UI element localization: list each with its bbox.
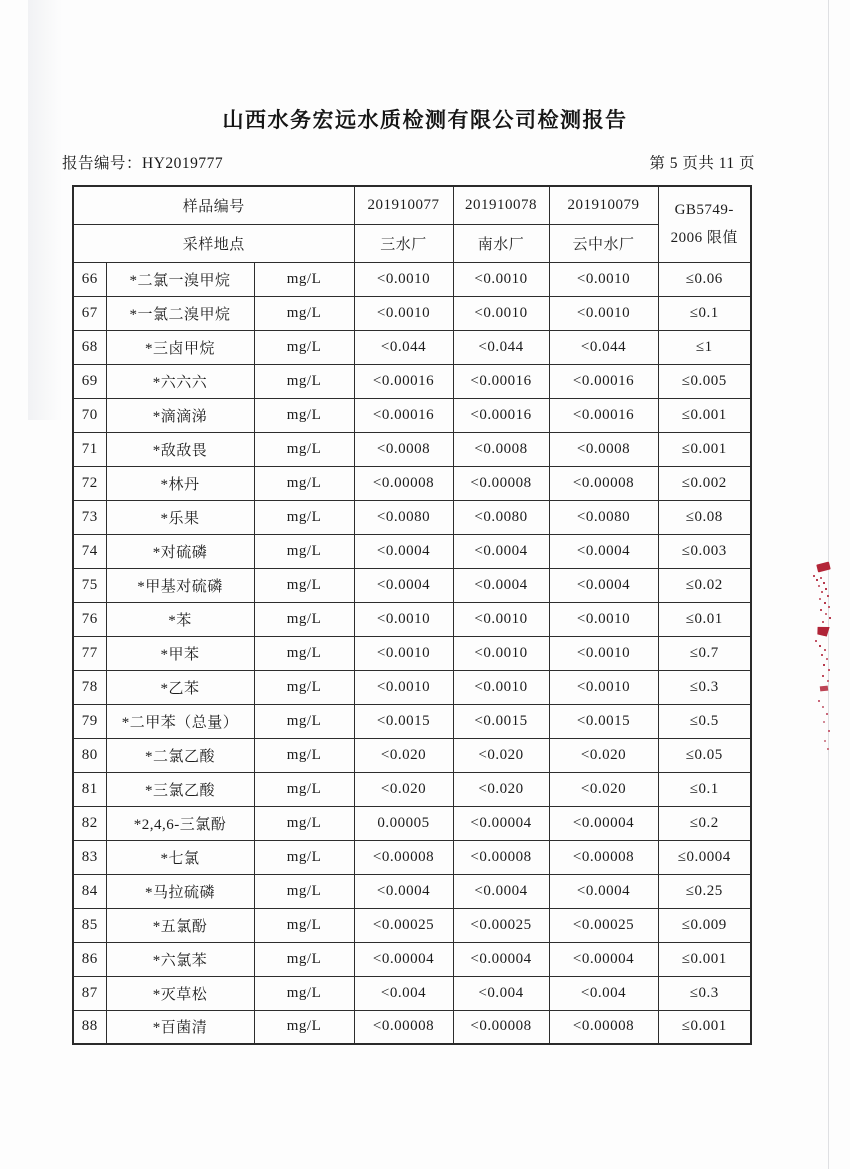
red-stamp-speckles bbox=[813, 575, 815, 577]
row-number-cell: 68 bbox=[73, 330, 106, 364]
results-table bbox=[72, 185, 752, 1045]
result-cell: <0.020 bbox=[453, 772, 549, 806]
result-cell: <0.00016 bbox=[549, 398, 658, 432]
limit-cell: ≤0.7 bbox=[658, 636, 751, 670]
result-cell: <0.0010 bbox=[453, 602, 549, 636]
red-stamp-speckles bbox=[818, 700, 820, 702]
result-cell: <0.0004 bbox=[354, 874, 453, 908]
table-row bbox=[73, 806, 751, 840]
result-cell: <0.0004 bbox=[549, 568, 658, 602]
unit-cell: mg/L bbox=[254, 670, 354, 704]
result-cell: <0.0010 bbox=[549, 262, 658, 296]
limit-cell: ≤0.1 bbox=[658, 772, 751, 806]
result-cell: <0.00016 bbox=[453, 398, 549, 432]
result-cell: <0.020 bbox=[354, 772, 453, 806]
unit-cell: mg/L bbox=[254, 432, 354, 466]
report-number-value: HY2019777 bbox=[142, 155, 224, 172]
unit-cell: mg/L bbox=[254, 364, 354, 398]
table-row bbox=[73, 262, 751, 296]
row-number-cell: 69 bbox=[73, 364, 106, 398]
parameter-name-cell: *六氯苯 bbox=[106, 942, 254, 976]
table-row bbox=[73, 466, 751, 500]
limit-cell: ≤0.001 bbox=[658, 942, 751, 976]
result-cell: <0.0080 bbox=[549, 500, 658, 534]
result-cell: <0.00008 bbox=[354, 1010, 453, 1044]
unit-cell: mg/L bbox=[254, 262, 354, 296]
result-cell: <0.0010 bbox=[549, 636, 658, 670]
parameter-name-cell: *马拉硫磷 bbox=[106, 874, 254, 908]
result-cell: <0.044 bbox=[453, 330, 549, 364]
report-number-label: 报告编号： bbox=[62, 155, 143, 172]
result-cell: 0.00005 bbox=[354, 806, 453, 840]
location-cell: 南水厂 bbox=[453, 224, 549, 262]
row-number-cell: 66 bbox=[73, 262, 106, 296]
result-cell: <0.020 bbox=[549, 772, 658, 806]
limit-cell: ≤0.0004 bbox=[658, 840, 751, 874]
row-number-cell: 79 bbox=[73, 704, 106, 738]
result-cell: <0.00016 bbox=[354, 398, 453, 432]
result-cell: <0.00016 bbox=[354, 364, 453, 398]
unit-cell: mg/L bbox=[254, 976, 354, 1010]
table-row bbox=[73, 874, 751, 908]
result-cell: <0.0010 bbox=[453, 262, 549, 296]
row-number-cell: 71 bbox=[73, 432, 106, 466]
unit-cell: mg/L bbox=[254, 636, 354, 670]
result-cell: <0.044 bbox=[549, 330, 658, 364]
table-row bbox=[73, 398, 751, 432]
result-cell: <0.00008 bbox=[354, 466, 453, 500]
unit-cell: mg/L bbox=[254, 772, 354, 806]
result-cell: <0.0015 bbox=[549, 704, 658, 738]
unit-cell: mg/L bbox=[254, 1010, 354, 1044]
row-number-cell: 77 bbox=[73, 636, 106, 670]
result-cell: <0.044 bbox=[354, 330, 453, 364]
unit-cell: mg/L bbox=[254, 602, 354, 636]
result-cell: <0.00016 bbox=[549, 364, 658, 398]
parameter-name-cell: *七氯 bbox=[106, 840, 254, 874]
limit-cell: ≤0.01 bbox=[658, 602, 751, 636]
result-cell: <0.0010 bbox=[354, 602, 453, 636]
limit-cell: ≤0.009 bbox=[658, 908, 751, 942]
parameter-name-cell: *灭草松 bbox=[106, 976, 254, 1010]
result-cell: <0.0010 bbox=[354, 670, 453, 704]
sample-id-cell: 201910078 bbox=[453, 186, 549, 224]
limit-cell: ≤0.3 bbox=[658, 976, 751, 1010]
unit-cell: mg/L bbox=[254, 466, 354, 500]
limit-cell: ≤0.1 bbox=[658, 296, 751, 330]
result-cell: <0.00016 bbox=[453, 364, 549, 398]
result-cell: <0.00004 bbox=[549, 942, 658, 976]
result-cell: <0.0010 bbox=[354, 262, 453, 296]
result-cell: <0.00004 bbox=[453, 942, 549, 976]
table-row bbox=[73, 364, 751, 398]
unit-cell: mg/L bbox=[254, 534, 354, 568]
row-number-cell: 78 bbox=[73, 670, 106, 704]
result-cell: <0.0010 bbox=[549, 670, 658, 704]
limit-cell: ≤0.005 bbox=[658, 364, 751, 398]
result-cell: <0.0010 bbox=[354, 636, 453, 670]
limit-cell: ≤0.25 bbox=[658, 874, 751, 908]
limit-header-line1: GB5749- bbox=[674, 201, 734, 218]
parameter-name-cell: *苯 bbox=[106, 602, 254, 636]
limit-cell: ≤0.002 bbox=[658, 466, 751, 500]
sample-id-cell: 201910077 bbox=[354, 186, 453, 224]
unit-cell: mg/L bbox=[254, 874, 354, 908]
unit-cell: mg/L bbox=[254, 806, 354, 840]
limit-cell: ≤0.3 bbox=[658, 670, 751, 704]
table-row bbox=[73, 330, 751, 364]
table-row bbox=[73, 772, 751, 806]
result-cell: <0.0008 bbox=[354, 432, 453, 466]
scan-artifact-vertical-line bbox=[828, 0, 829, 1169]
red-stamp-speckles bbox=[815, 640, 817, 642]
result-cell: <0.00008 bbox=[453, 466, 549, 500]
result-cell: <0.020 bbox=[549, 738, 658, 772]
result-cell: <0.0004 bbox=[453, 874, 549, 908]
unit-cell: mg/L bbox=[254, 398, 354, 432]
result-cell: <0.00008 bbox=[549, 466, 658, 500]
unit-cell: mg/L bbox=[254, 704, 354, 738]
unit-cell: mg/L bbox=[254, 330, 354, 364]
limit-cell: ≤0.001 bbox=[658, 1010, 751, 1044]
table-row bbox=[73, 670, 751, 704]
row-number-cell: 81 bbox=[73, 772, 106, 806]
table-row bbox=[73, 738, 751, 772]
row-number-cell: 73 bbox=[73, 500, 106, 534]
limit-cell: ≤0.08 bbox=[658, 500, 751, 534]
result-cell: <0.0008 bbox=[549, 432, 658, 466]
limit-cell: ≤0.05 bbox=[658, 738, 751, 772]
parameter-name-cell: *三卤甲烷 bbox=[106, 330, 254, 364]
red-stamp-fragment bbox=[816, 562, 831, 573]
row-number-cell: 82 bbox=[73, 806, 106, 840]
location-cell: 三水厂 bbox=[354, 224, 453, 262]
unit-cell: mg/L bbox=[254, 296, 354, 330]
report-number bbox=[62, 151, 223, 173]
row-number-cell: 72 bbox=[73, 466, 106, 500]
red-stamp-fragment bbox=[820, 686, 828, 692]
page-indicator: 第 5 页共 11 页 bbox=[649, 155, 755, 172]
unit-cell: mg/L bbox=[254, 568, 354, 602]
result-cell: <0.0010 bbox=[549, 296, 658, 330]
parameter-name-cell: *乙苯 bbox=[106, 670, 254, 704]
limit-cell: ≤0.02 bbox=[658, 568, 751, 602]
result-cell: <0.00004 bbox=[354, 942, 453, 976]
scan-artifact-left-band bbox=[28, 0, 62, 420]
sample-number-label-cell: 样品编号 bbox=[73, 186, 354, 224]
row-number-cell: 87 bbox=[73, 976, 106, 1010]
table-row bbox=[73, 568, 751, 602]
row-number-cell: 86 bbox=[73, 942, 106, 976]
limit-cell: ≤0.001 bbox=[658, 432, 751, 466]
parameter-name-cell: *二氯一溴甲烷 bbox=[106, 262, 254, 296]
parameter-name-cell: *林丹 bbox=[106, 466, 254, 500]
result-cell: <0.004 bbox=[354, 976, 453, 1010]
row-number-cell: 84 bbox=[73, 874, 106, 908]
limit-cell: ≤0.2 bbox=[658, 806, 751, 840]
table-row bbox=[73, 976, 751, 1010]
parameter-name-cell: *五氯酚 bbox=[106, 908, 254, 942]
limit-cell: ≤0.003 bbox=[658, 534, 751, 568]
limit-header-line2: 2006 限值 bbox=[670, 230, 738, 247]
parameter-name-cell: *滴滴涕 bbox=[106, 398, 254, 432]
parameter-name-cell: *甲基对硫磷 bbox=[106, 568, 254, 602]
result-cell: <0.020 bbox=[453, 738, 549, 772]
result-cell: <0.00008 bbox=[453, 840, 549, 874]
result-cell: <0.00025 bbox=[549, 908, 658, 942]
table-row bbox=[73, 296, 751, 330]
unit-cell: mg/L bbox=[254, 908, 354, 942]
parameter-name-cell: *二氯乙酸 bbox=[106, 738, 254, 772]
limit-cell: ≤1 bbox=[658, 330, 751, 364]
result-cell: <0.0004 bbox=[549, 534, 658, 568]
sampling-location-label-cell: 采样地点 bbox=[73, 224, 354, 262]
result-cell: <0.0004 bbox=[354, 534, 453, 568]
result-cell: <0.00025 bbox=[453, 908, 549, 942]
row-number-cell: 70 bbox=[73, 398, 106, 432]
result-cell: <0.020 bbox=[354, 738, 453, 772]
parameter-name-cell: *对硫磷 bbox=[106, 534, 254, 568]
table-row bbox=[73, 602, 751, 636]
result-cell: <0.0008 bbox=[453, 432, 549, 466]
result-cell: <0.0004 bbox=[453, 534, 549, 568]
unit-cell: mg/L bbox=[254, 500, 354, 534]
sample-id-cell: 201910079 bbox=[549, 186, 658, 224]
result-cell: <0.00004 bbox=[453, 806, 549, 840]
parameter-name-cell: *甲苯 bbox=[106, 636, 254, 670]
result-cell: <0.00008 bbox=[453, 1010, 549, 1044]
row-number-cell: 74 bbox=[73, 534, 106, 568]
parameter-name-cell: *敌敌畏 bbox=[106, 432, 254, 466]
table-row bbox=[73, 704, 751, 738]
parameter-name-cell: *二甲苯（总量） bbox=[106, 704, 254, 738]
row-number-cell: 67 bbox=[73, 296, 106, 330]
red-stamp-fragment bbox=[816, 625, 829, 637]
row-number-cell: 75 bbox=[73, 568, 106, 602]
result-cell: <0.0004 bbox=[453, 568, 549, 602]
row-number-cell: 80 bbox=[73, 738, 106, 772]
result-cell: <0.0010 bbox=[453, 636, 549, 670]
unit-cell: mg/L bbox=[254, 942, 354, 976]
table-row bbox=[73, 500, 751, 534]
result-cell: <0.00008 bbox=[549, 1010, 658, 1044]
table-row bbox=[73, 1010, 751, 1044]
parameter-name-cell: *乐果 bbox=[106, 500, 254, 534]
result-cell: <0.004 bbox=[549, 976, 658, 1010]
row-number-cell: 88 bbox=[73, 1010, 106, 1044]
table-row bbox=[73, 942, 751, 976]
unit-cell: mg/L bbox=[254, 840, 354, 874]
header-row-locations bbox=[73, 224, 751, 262]
row-number-cell: 85 bbox=[73, 908, 106, 942]
result-cell: <0.0015 bbox=[453, 704, 549, 738]
report-meta-row bbox=[62, 151, 755, 173]
result-cell: <0.0080 bbox=[354, 500, 453, 534]
result-cell: <0.004 bbox=[453, 976, 549, 1010]
limit-header-cell bbox=[658, 186, 751, 262]
table-row bbox=[73, 908, 751, 942]
row-number-cell: 83 bbox=[73, 840, 106, 874]
result-cell: <0.0010 bbox=[453, 296, 549, 330]
row-number-cell: 76 bbox=[73, 602, 106, 636]
table-row bbox=[73, 534, 751, 568]
result-cell: <0.0010 bbox=[354, 296, 453, 330]
table-row bbox=[73, 840, 751, 874]
limit-cell: ≤0.5 bbox=[658, 704, 751, 738]
parameter-name-cell: *百菌清 bbox=[106, 1010, 254, 1044]
result-cell: <0.0010 bbox=[453, 670, 549, 704]
result-cell: <0.0080 bbox=[453, 500, 549, 534]
table-row bbox=[73, 432, 751, 466]
table-row bbox=[73, 636, 751, 670]
header-row-sample-ids bbox=[73, 186, 751, 224]
result-cell: <0.00025 bbox=[354, 908, 453, 942]
limit-cell: ≤0.06 bbox=[658, 262, 751, 296]
result-cell: <0.0010 bbox=[549, 602, 658, 636]
parameter-name-cell: *六六六 bbox=[106, 364, 254, 398]
unit-cell: mg/L bbox=[254, 738, 354, 772]
page-title: 山西水务宏远水质检测有限公司检测报告 bbox=[222, 109, 628, 132]
parameter-name-cell: *2,4,6-三氯酚 bbox=[106, 806, 254, 840]
result-cell: <0.00008 bbox=[549, 840, 658, 874]
result-cell: <0.0004 bbox=[354, 568, 453, 602]
limit-cell: ≤0.001 bbox=[658, 398, 751, 432]
parameter-name-cell: *一氯二溴甲烷 bbox=[106, 296, 254, 330]
result-cell: <0.0015 bbox=[354, 704, 453, 738]
result-cell: <0.0004 bbox=[549, 874, 658, 908]
location-cell: 云中水厂 bbox=[549, 224, 658, 262]
parameter-name-cell: *三氯乙酸 bbox=[106, 772, 254, 806]
result-cell: <0.00004 bbox=[549, 806, 658, 840]
result-cell: <0.00008 bbox=[354, 840, 453, 874]
